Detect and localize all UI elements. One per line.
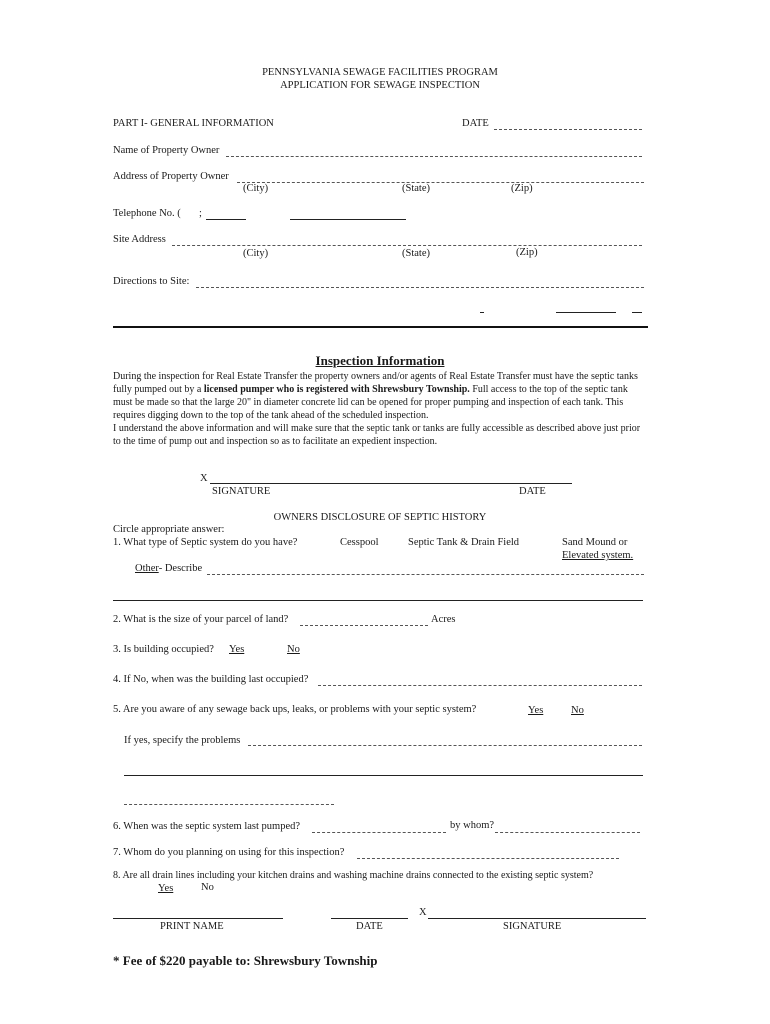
q5-specify-label: If yes, specify the problems: [124, 735, 241, 746]
q1-other-row: Other- Describe: [135, 563, 203, 574]
q6-date-field[interactable]: [312, 832, 446, 833]
q5-specify-field[interactable]: [248, 745, 642, 746]
print-name-label: PRINT NAME: [160, 921, 224, 932]
q1-option-sand-mound[interactable]: Sand Mound or: [562, 537, 628, 548]
q1-text: 1. What type of Septic system do you have?: [113, 537, 298, 548]
site-city-label: (City): [243, 248, 269, 259]
section-divider: [113, 326, 648, 328]
q2-acres-field[interactable]: [300, 625, 428, 626]
q4-field[interactable]: [318, 685, 642, 686]
q7-text: 7. Whom do you planning on using for this inspection?: [113, 847, 345, 858]
q1-option-septic-tank[interactable]: Septic Tank & Drain Field: [408, 537, 520, 548]
inspection-signature-label: SIGNATURE: [212, 486, 271, 497]
print-name-field[interactable]: [113, 918, 283, 919]
owner-address-label: Address of Property Owner: [113, 171, 229, 182]
footer-signature-label: SIGNATURE: [503, 921, 562, 932]
q8-text: 8. Are all drain lines including your kitchen drains and washing machine drains connected to the existing septic system?: [113, 870, 594, 881]
footer-signature-field[interactable]: [428, 918, 646, 919]
directions-line2-end: [632, 312, 642, 313]
q5-text: 5. Are you aware of any sewage back ups, leaks, or problems with your septic system?: [113, 704, 477, 715]
q6-by-whom-field[interactable]: [495, 832, 640, 833]
licensed-pumper-note: licensed pumper who is registered with Shrewsbury Township.: [203, 384, 470, 395]
signature-x-mark: X: [200, 473, 208, 484]
owner-address-field[interactable]: [237, 182, 644, 183]
q8-no-option[interactable]: No: [201, 882, 214, 893]
q3-yes-option[interactable]: Yes: [229, 644, 245, 655]
q4-text: 4. If No, when was the building last occupied?: [113, 674, 309, 685]
q6-text: 6. When was the septic system last pumped?: [113, 821, 301, 832]
form-title-line1: PENNSYLVANIA SEWAGE FACILITIES PROGRAM: [262, 67, 498, 78]
directions-label: Directions to Site:: [113, 276, 190, 287]
q1-option-other[interactable]: Other: [135, 563, 159, 574]
inspection-date-label: DATE: [519, 486, 546, 497]
footer-date-label: DATE: [356, 921, 383, 932]
q2-unit: Acres: [431, 614, 456, 625]
q6-by-whom-label: by whom?: [450, 820, 495, 831]
directions-field[interactable]: [196, 287, 644, 288]
telephone-area-field[interactable]: [206, 219, 246, 220]
form-title-line2: APPLICATION FOR SEWAGE INSPECTION: [280, 80, 480, 91]
inspection-signature-field[interactable]: [210, 483, 572, 484]
site-address-label: Site Address: [113, 234, 166, 245]
directions-line2-mark: [480, 312, 484, 313]
fee-note: * Fee of $220 payable to: Shrewsbury Township: [113, 953, 378, 968]
q1-option-elevated[interactable]: Elevated system.: [562, 550, 634, 561]
owner-name-field[interactable]: [226, 156, 642, 157]
footer-x-mark: X: [419, 907, 427, 918]
footer-date-field[interactable]: [331, 918, 408, 919]
site-zip-label: (Zip): [516, 247, 538, 258]
q7-field[interactable]: [357, 858, 619, 859]
date-label: DATE: [462, 118, 489, 129]
inspection-paragraph: During the inspection for Real Estate Transfer the property owners and/or agents of Real Estate Transfer must have the septic tanks fully pumped out by a licensed pumper who is registered with Shrewsbury Township. Full access to the top of the septic tank must be made so that the large 20" in diameter concrete lid can be opened for proper pumping and inspection of each tank. This requires digging down to the top of the tank ahead of the scheduled inspection.: [113, 371, 638, 421]
q5-specify-line3[interactable]: [124, 804, 334, 805]
owner-city-label: (City): [243, 183, 269, 194]
q5-specify-line2[interactable]: [124, 775, 643, 776]
telephone-label: Telephone No. (: [113, 208, 181, 219]
q5-no-option[interactable]: No: [571, 705, 584, 716]
q1-describe-line2[interactable]: [113, 600, 643, 601]
q3-text: 3. Is building occupied?: [113, 644, 214, 655]
q3-no-option[interactable]: No: [287, 644, 300, 655]
q8-yes-option[interactable]: Yes: [158, 883, 174, 894]
q5-yes-option[interactable]: Yes: [528, 705, 544, 716]
disclosure-heading: OWNERS DISCLOSURE OF SEPTIC HISTORY: [273, 512, 487, 523]
part1-heading: PART I- GENERAL INFORMATION: [113, 118, 274, 129]
circle-instruction: Circle appropriate answer:: [113, 524, 225, 535]
owner-state-label: (State): [402, 183, 430, 194]
telephone-number-field[interactable]: [290, 219, 406, 220]
inspection-heading: Inspection Information: [315, 353, 445, 368]
owner-name-label: Name of Property Owner: [113, 145, 220, 156]
date-field[interactable]: [494, 129, 642, 130]
directions-line2-field[interactable]: [556, 312, 616, 313]
telephone-separator: ;: [199, 208, 202, 219]
q1-option-cesspool[interactable]: Cesspool: [340, 537, 379, 548]
q1-describe-field[interactable]: [207, 574, 644, 575]
q2-text: 2. What is the size of your parcel of land?: [113, 614, 289, 625]
owner-zip-label: (Zip): [511, 183, 533, 194]
understand-paragraph: I understand the above information and will make sure that the septic tank or tanks are fully accessible as described above just prior to the time of pump out and inspection so as to facilitate an expedient inspection.: [113, 423, 641, 447]
site-state-label: (State): [402, 248, 430, 259]
site-address-field[interactable]: [172, 245, 642, 246]
